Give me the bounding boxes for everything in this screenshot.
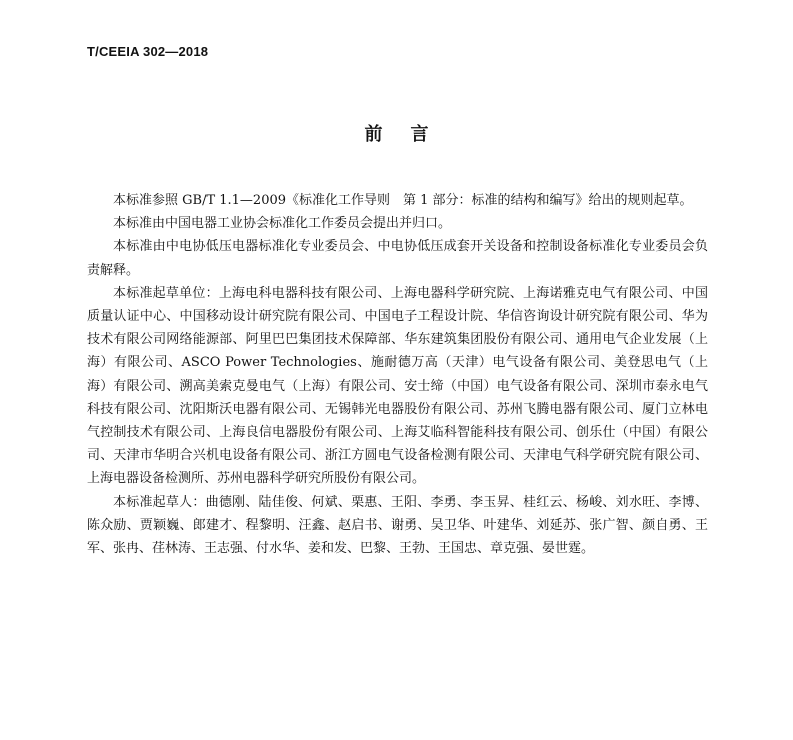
- paragraph-drafters: 本标准起草人：曲德刚、陆佳俊、何斌、栗惠、王阳、李勇、李玉昇、桂红云、杨峻、刘水旺、李博、陈众励、贾颖巍、郎建才、程黎明、汪鑫、赵启书、谢勇、吴卫华、叶建华、刘延苏、张广智、颜自勇、王军、张冉、荏林涛、王志强、付水华、姜和发、巴黎、王勃、王国忠、章克强、晏世霆。: [87, 494, 708, 557]
- paragraph-interpreter: 本标准由中电协低压电器标准化专业委员会、中电协低压成套开关设备和控制设备标准化专业委员会负责解释。: [87, 239, 708, 278]
- foreword-body: [87, 189, 708, 560]
- paragraph-drafting-rules: 本标准参照 GB/T 1.1—2009《标准化工作导则 第 1 部分：标准的结构和编写》给出的规则起草。: [113, 193, 693, 208]
- standard-code: T/CEEIA 302—2018: [87, 44, 209, 59]
- paragraph-drafting-units: 本标准起草单位：上海电科电器科技有限公司、上海电器科学研究院、上海诺雅克电气有限公司、中国质量认证中心、中国移动设计研究院有限公司、中国电子工程设计院、华信咨询设计研究院有限公司、华为技术有限公司网络能源部、阿里巴巴集团技术保障部、华东建筑集团股份有限公司、通用电气企业发展（上海）有限公司、ASCO Power Technologies、施耐德万高（天津）电气设备有限公司、美登思电气（上海）有限公司、溯高美索克曼电气（上海）有限公司、安士缔（中国）电气设备有限公司、深圳市泰永电气科技有限公司、沈阳斯沃电器有限公司、无锡韩光电器股份有限公司、苏州飞腾电器有限公司、厦门立林电气控制技术有限公司、上海良信电器股份有限公司、上海艾临科智能科技有限公司、创乐仕（中国）有限公司、天津市华明合兴机电设备有限公司、浙江方圆电气设备检测有限公司、天津电气科学研究院有限公司、上海电器设备检测所、苏州电器科学研究所股份有限公司。: [87, 285, 708, 487]
- page-title: 前言: [364, 124, 457, 145]
- paragraph-proposer: 本标准由中国电器工业协会标准化工作委员会提出并归口。: [113, 216, 452, 232]
